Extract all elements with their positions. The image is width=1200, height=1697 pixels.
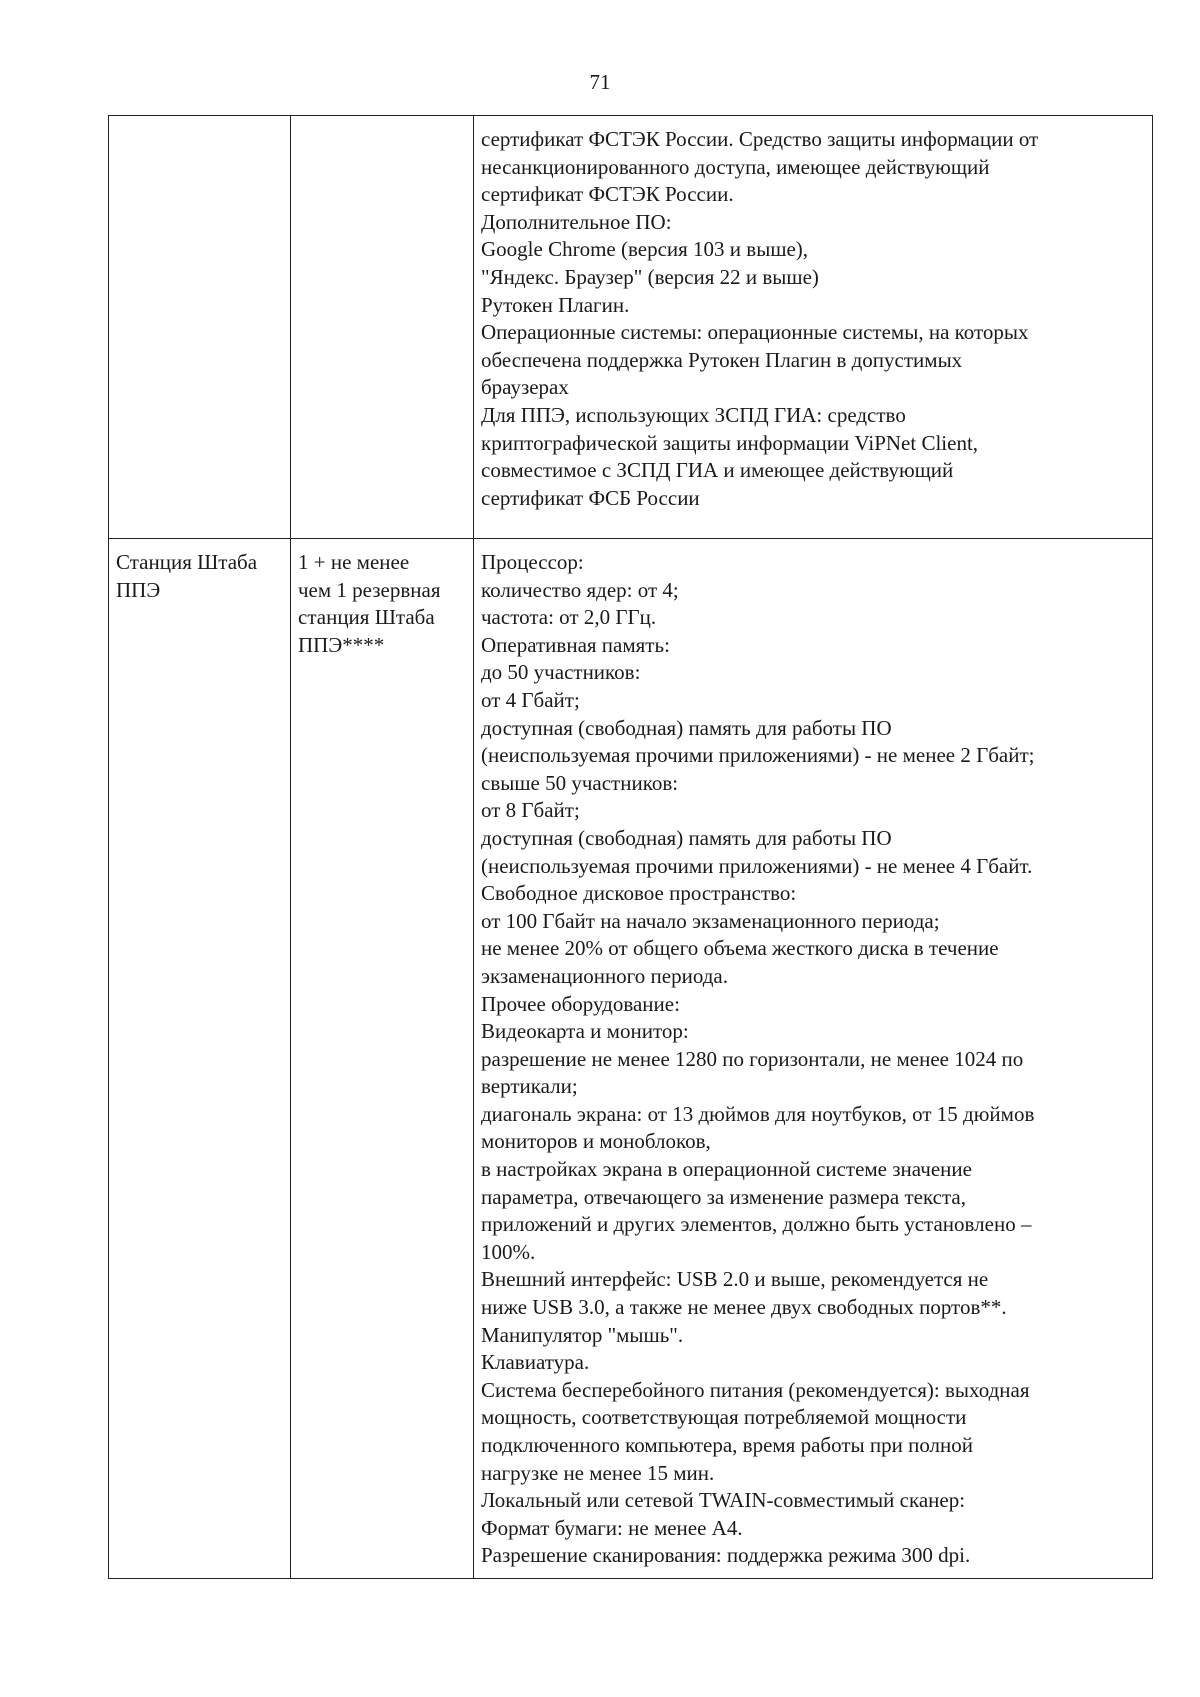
text-line: Дополнительное ПО: xyxy=(481,209,672,234)
text-line: чем 1 резервная xyxy=(298,577,441,602)
text-line: разрешение не менее 1280 по горизонтали, не менее 1024 по xyxy=(481,1046,1024,1071)
text-line: от 4 Гбайт; xyxy=(481,687,580,712)
equipment-requirements-cell xyxy=(474,116,1153,539)
equipment-quantity-lines xyxy=(298,549,466,659)
text-line: обеспечена поддержка Рутокен Плагин в допустимых xyxy=(481,347,963,372)
text-line: Свободное дисковое пространство: xyxy=(481,881,797,906)
requirements-table xyxy=(108,115,1153,1579)
text-line: Для ППЭ, использующих ЗСПД ГИА: средство xyxy=(481,402,906,427)
equipment-quantity-cell xyxy=(291,116,474,539)
text-line: несанкционированного доступа, имеющее действующий xyxy=(481,154,990,179)
text-line: доступная (свободная) память для работы ПО xyxy=(481,825,892,850)
text-line: сертификат ФСБ России xyxy=(481,485,700,510)
text-line: ППЭ xyxy=(116,577,161,602)
text-line: сертификат ФСТЭК России. xyxy=(481,182,734,207)
text-line: вертикали; xyxy=(481,1074,578,1099)
text-line: мощность, соответствующая потребляемой мощности xyxy=(481,1405,967,1430)
text-line: Разрешение сканирования: поддержка режима 300 dpi. xyxy=(481,1543,971,1568)
equipment-requirements-lines xyxy=(481,126,1145,512)
equipment-name-cell xyxy=(109,539,291,1579)
text-line: браузерах xyxy=(481,375,569,400)
text-line: Процессор: xyxy=(481,550,584,574)
equipment-requirements-cell xyxy=(474,539,1153,1579)
equipment-quantity-cell xyxy=(291,539,474,1579)
text-line: не менее 20% от общего объема жесткого диска в течение xyxy=(481,936,999,961)
text-line: мониторов и моноблоков, xyxy=(481,1129,711,1154)
text-line: Внешний интерфейс: USB 2.0 и выше, рекомендуется не xyxy=(481,1267,989,1292)
text-line: сертификат ФСТЭК России. Средство защиты информации от xyxy=(481,127,1039,151)
text-line: Система бесперебойного питания (рекомендуется): выходная xyxy=(481,1377,1030,1402)
equipment-requirements-lines xyxy=(481,549,1145,1570)
text-line: нагрузке не менее 15 мин. xyxy=(481,1460,715,1485)
text-line: экзаменационного периода. xyxy=(481,963,728,988)
page-number: 71 xyxy=(589,70,611,94)
text-line: совместимое с ЗСПД ГИА и имеющее действующий xyxy=(481,458,954,483)
text-line: подключенного компьютера, время работы при полной xyxy=(481,1433,974,1457)
text-line: криптографической защиты информации ViPNet Client, xyxy=(481,430,979,455)
text-line: до 50 участников: xyxy=(481,660,641,685)
text-line: (неиспользуемая прочими приложениями) - не менее 4 Гбайт. xyxy=(481,853,1033,878)
text-line: частота: от 2,0 ГГц. xyxy=(481,605,657,630)
equipment-name-lines xyxy=(116,549,283,604)
text-line: Рутокен Плагин. xyxy=(481,292,630,317)
text-line: от 100 Гбайт на начало экзаменационного периода; xyxy=(481,908,940,933)
text-line: Оперативная память: xyxy=(481,632,670,657)
text-line: свыше 50 участников: xyxy=(481,770,679,795)
text-line: 100%. xyxy=(481,1239,536,1264)
text-line: Прочее оборудование: xyxy=(481,991,680,1016)
text-line: диагональ экрана: от 13 дюймов для ноутбуков, от 15 дюймов xyxy=(481,1101,1035,1126)
text-line: Формат бумаги: не менее А4. xyxy=(481,1515,743,1540)
text-line: доступная (свободная) память для работы ПО xyxy=(481,715,892,740)
text-line: Станция Штаба xyxy=(116,550,258,574)
text-line: ППЭ**** xyxy=(298,632,385,657)
text-line: 1 + не менее xyxy=(298,550,410,574)
text-line: (неиспользуемая прочими приложениями) - не менее 2 Гбайт; xyxy=(481,743,1035,768)
text-line: Видеокарта и монитор: xyxy=(481,1019,689,1044)
text-line: "Яндекс. Браузер" (версия 22 и выше) xyxy=(481,264,819,289)
text-line: станция Штаба xyxy=(298,605,435,630)
table-row-staff-station xyxy=(109,539,1153,1579)
text-line: Локальный или сетевой TWAIN-совместимый сканер: xyxy=(481,1488,966,1513)
text-line: ниже USB 3.0, а также не менее двух свободных портов**. xyxy=(481,1295,1007,1320)
text-line: количество ядер: от 4; xyxy=(481,577,679,602)
text-line: Манипулятор "мышь". xyxy=(481,1322,684,1347)
text-line: Google Chrome (версия 103 и выше), xyxy=(481,237,809,262)
equipment-name-cell xyxy=(109,116,291,539)
text-line: Операционные системы: операционные системы, на которых xyxy=(481,320,1029,345)
text-line: приложений и других элементов, должно быть установлено – xyxy=(481,1212,1032,1237)
text-line: параметра, отвечающего за изменение размера текста, xyxy=(481,1184,966,1209)
text-line: в настройках экрана в операционной системе значение xyxy=(481,1157,972,1182)
table-row-continuation xyxy=(109,116,1153,539)
text-line: Клавиатура. xyxy=(481,1350,590,1375)
text-line: от 8 Гбайт; xyxy=(481,798,580,823)
